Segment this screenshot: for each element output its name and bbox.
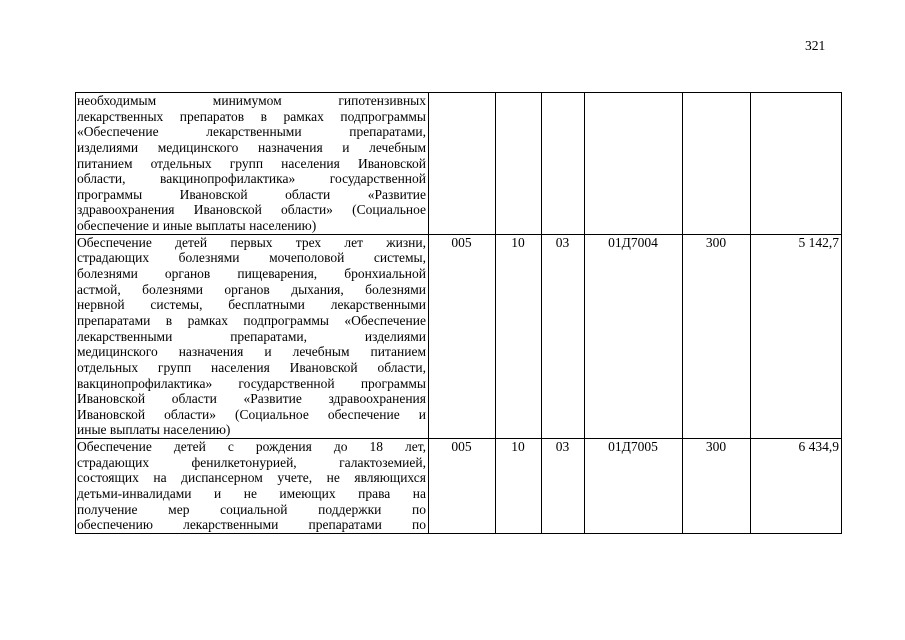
description-line: области, вакцинопрофилактика» государственной: [77, 171, 426, 187]
subsection-code: 03: [542, 439, 585, 534]
description-line: обеспечению лекарственными препаратами по: [77, 517, 426, 533]
page-number: 321: [805, 38, 826, 53]
table-row: [76, 439, 842, 534]
table-row: [76, 93, 842, 235]
section-code: [496, 93, 542, 235]
description-line: астмой, болезнями органов дыхания, болезнями: [77, 281, 426, 297]
amount: [751, 93, 842, 235]
expense-type-code: [683, 93, 751, 235]
description-line: здравоохранения Ивановской области» (Социальное: [77, 202, 426, 218]
description-line: препаратами в рамках подпрограммы «Обеспечение: [77, 312, 426, 328]
description-line: необходимым минимумом гипотензивных: [77, 93, 426, 108]
ministry-code: 005: [429, 439, 496, 534]
description-line: страдающих болезнями мочеполовой системы,: [77, 250, 426, 266]
description-line: лекарственными препаратами, изделиями: [77, 328, 426, 344]
description-line: медицинского назначения и лечебным питанием: [77, 344, 426, 360]
description-line: детьми-инвалидами и не имеющих права на: [77, 486, 426, 502]
ministry-code: 005: [429, 234, 496, 438]
ministry-code: [429, 93, 496, 235]
description-line: Обеспечение детей первых трех лет жизни,: [77, 234, 426, 250]
row-description: [76, 93, 429, 235]
amount: 6 434,9: [751, 439, 842, 534]
section-code: 10: [496, 439, 542, 534]
description-line: страдающих фенилкетонурией, галактоземией,: [77, 454, 426, 470]
target-article-code: 01Д7004: [585, 234, 683, 438]
target-article-code: 01Д7005: [585, 439, 683, 534]
description-line: Ивановской области» (Социальное обеспечение и: [77, 406, 426, 422]
description-line: питанием отдельных групп населения Ивановской: [77, 155, 426, 171]
description-line: вакцинопрофилактика» государственной программы: [77, 375, 426, 391]
description-line: иные выплаты населению): [77, 422, 231, 438]
subsection-code: 03: [542, 234, 585, 438]
row-description: [76, 234, 429, 438]
expense-type-code: 300: [683, 234, 751, 438]
target-article-code: [585, 93, 683, 235]
table-row: [76, 234, 842, 438]
description-line: получение мер социальной поддержки по: [77, 501, 426, 517]
description-line: «Обеспечение лекарственными препаратами,: [77, 124, 426, 140]
description-line: Ивановской области «Развитие здравоохранения: [77, 391, 426, 407]
description-line: изделиями медицинского назначения и лечебным: [77, 139, 426, 155]
description-line: состоящих на диспансерном учете, не являющихся: [77, 470, 426, 486]
description-line: болезнями органов пищеварения, бронхиальной: [77, 266, 426, 282]
description-line: Обеспечение детей с рождения до 18 лет,: [77, 439, 426, 455]
budget-table: [75, 92, 842, 534]
description-line: лекарственных препаратов в рамках подпрограммы: [77, 108, 426, 124]
description-line: отдельных групп населения Ивановской области,: [77, 359, 426, 375]
section-code: 10: [496, 234, 542, 438]
description-line: программы Ивановской области «Развитие: [77, 186, 426, 202]
expense-type-code: 300: [683, 439, 751, 534]
row-description: [76, 439, 429, 534]
amount: 5 142,7: [751, 234, 842, 438]
subsection-code: [542, 93, 585, 235]
description-line: обеспечение и иные выплаты населению): [77, 218, 317, 234]
description-line: нервной системы, бесплатными лекарственными: [77, 297, 426, 313]
